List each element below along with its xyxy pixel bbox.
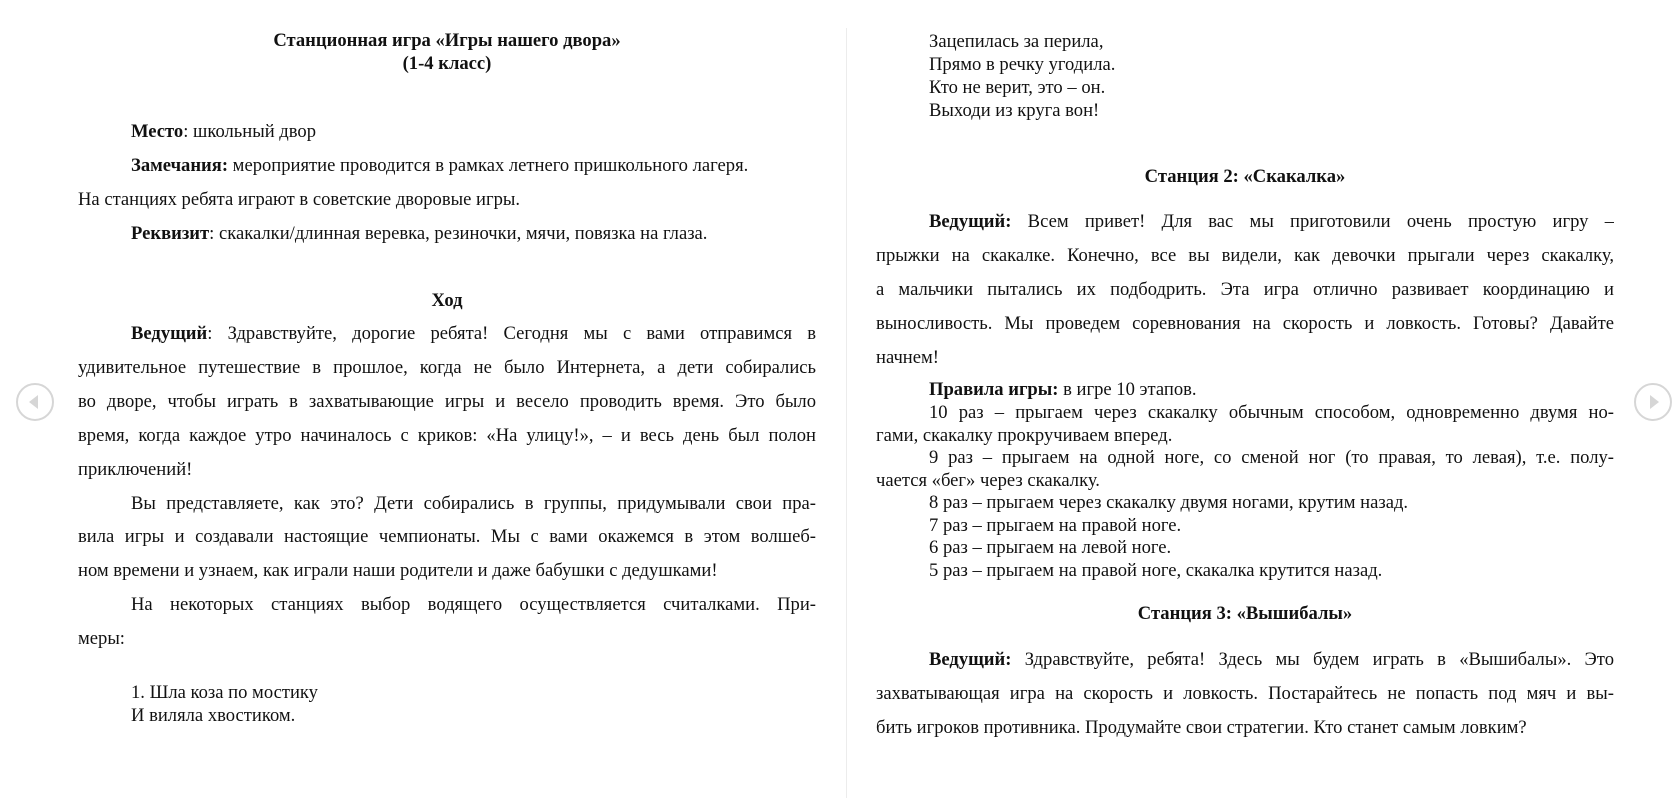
- para3-line-1: На некоторых станциях выбор водящего осуществляется считалками. При-: [131, 594, 816, 615]
- station2-line-4: выносливость. Мы проведем соревнования на скорость и ловкость. Готовы? Давайте: [876, 313, 1614, 334]
- rhyme-line-1: 1. Шла коза по мостику: [131, 682, 318, 703]
- para2-line-1: Вы представляете, как это? Дети собирались в группы, придумывали свои пра-: [131, 493, 816, 514]
- station2-line-3: а мальчики пытались их подбодрить. Эта игра отлично развивает координацию и: [876, 279, 1614, 300]
- rule4: 7 раз – прыгаем на правой ноге.: [929, 515, 1182, 536]
- remarks-label: Замечания:: [131, 155, 229, 176]
- rule2-line-2: чается «бег» через скакалку.: [876, 470, 1100, 491]
- left-page: [78, 0, 816, 798]
- intro-line-3: во дворе, чтобы играть в захватывающие игры и весело проводить время. Это было: [78, 391, 816, 412]
- rule1-line-1: 10 раз – прыгаем через скакалку обычным способом, одновременно двумя но-: [929, 402, 1614, 423]
- place-text: : школьный двор: [183, 121, 317, 142]
- rule3: 8 раз – прыгаем через скакалку двумя ногами, крутим назад.: [929, 492, 1409, 513]
- prev-page-button[interactable]: [16, 383, 54, 421]
- props-label: Реквизит: [131, 223, 210, 244]
- chevron-right-icon: [1636, 385, 1670, 419]
- right-page: [876, 0, 1614, 798]
- intro-line-4: время, когда каждое утро начиналось с криков: «На улицу!», – и весь день был полон: [78, 425, 816, 446]
- rules-line: Правила игры: в игре 10 этапов.: [929, 379, 1197, 400]
- document-subtitle: (1-4 класс): [402, 53, 492, 74]
- rule1-line-2: гами, скакалку прокручиваем вперед.: [876, 425, 1173, 446]
- props-line: Реквизит: скакалки/длинная веревка, резиночки, мячи, повязка на глаза.: [131, 223, 708, 244]
- intro-line-2: удивительное путешествие в прошлое, когда не было Интернета, а дети собирались: [78, 357, 816, 378]
- chevron-left-icon: [18, 385, 52, 419]
- intro-line-5: приключений!: [78, 459, 193, 480]
- station3-line-1: Ведущий: Здравствуйте, ребята! Здесь мы будем играть в «Вышибалы». Это: [929, 649, 1614, 670]
- page-divider: [846, 28, 847, 798]
- next-page-button[interactable]: [1634, 383, 1672, 421]
- station2-host-label: Ведущий:: [929, 211, 1012, 232]
- station3-line-3: бить игроков противника. Продумайте свои стратегии. Кто станет самым ловким?: [876, 717, 1527, 738]
- document-title: Станционная игра «Игры нашего двора»: [273, 30, 621, 51]
- station2-line-1: Ведущий: Всем привет! Для вас мы приготовили очень простую игру –: [929, 211, 1614, 232]
- rules-label: Правила игры:: [929, 379, 1059, 400]
- para2-line-3: ном времени и узнаем, как играли наши родители и даже бабушки с дедушками!: [78, 560, 718, 581]
- station3-line-2: захватывающая игра на скорость и ловкость. Постарайтесь не попасть под мяч и вы-: [876, 683, 1614, 704]
- section-title: Ход: [431, 290, 463, 311]
- station3-title: Станция 3: «Вышибалы»: [1137, 603, 1353, 624]
- station2-title: Станция 2: «Скакалка»: [1144, 166, 1346, 187]
- rhyme-line-5: Кто не верит, это – он.: [929, 77, 1106, 98]
- remarks-line-1: Замечания: мероприятие проводится в рамках летнего пришкольного лагеря.: [131, 155, 749, 176]
- station3-host-label: Ведущий:: [929, 649, 1012, 670]
- remarks-line-2: На станциях ребята играют в советские дворовые игры.: [78, 189, 521, 210]
- para2-line-2: вила игры и создавали настоящие чемпионаты. Мы с вами окажемся в этом волшеб-: [78, 526, 816, 547]
- station2-line-5: начнем!: [876, 347, 939, 368]
- rhyme-line-3: Зацепилась за перила,: [929, 31, 1104, 52]
- rhyme-line-6: Выходи из круга вон!: [929, 100, 1100, 121]
- rhyme-line-4: Прямо в речку угодила.: [929, 54, 1116, 75]
- rule6: 5 раз – прыгаем на правой ноге, скакалка крутится назад.: [929, 560, 1383, 581]
- rule2-line-1: 9 раз – прыгаем на одной ноге, со сменой ног (то правая, то левая), т.е. полу-: [929, 447, 1614, 468]
- place-label: Место: [131, 121, 184, 142]
- place-line: [131, 121, 316, 143]
- para3-line-2: меры:: [78, 628, 125, 649]
- station2-line-2: прыжки на скакалке. Конечно, все вы видели, как девочки прыгали через скакалку,: [876, 245, 1614, 266]
- rule5: 6 раз – прыгаем на левой ноге.: [929, 537, 1172, 558]
- intro-line-1: Ведущий: Здравствуйте, дорогие ребята! Сегодня мы с вами отправимся в: [131, 323, 816, 344]
- rhyme-line-2: И виляла хвостиком.: [131, 705, 296, 726]
- host-label: Ведущий: [131, 323, 208, 344]
